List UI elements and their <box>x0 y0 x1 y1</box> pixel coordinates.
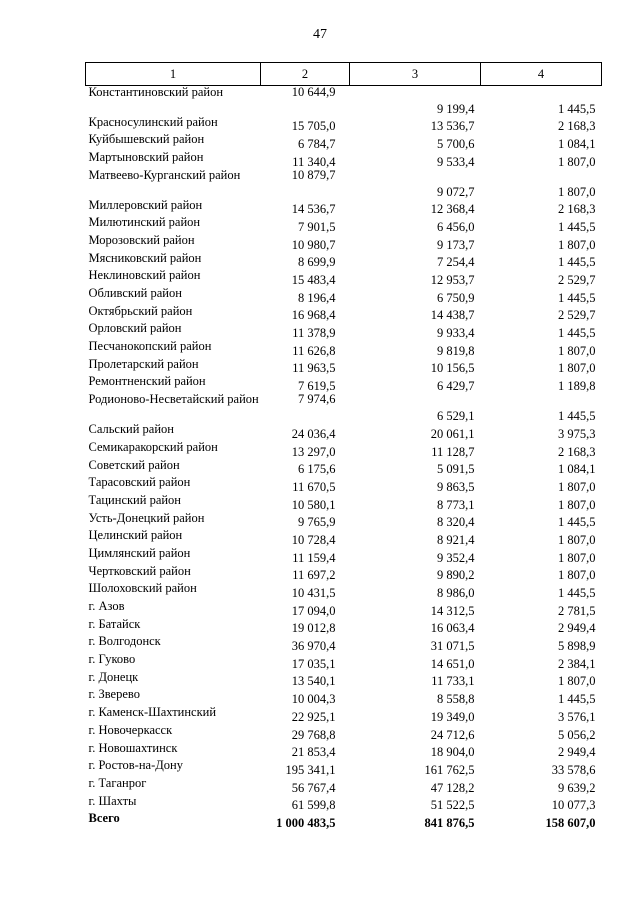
row-name: Неклиновский район <box>88 268 201 283</box>
row-name: Родионово-Несветайский район <box>88 392 259 407</box>
col2-value: 22 925,1 <box>291 709 336 724</box>
col3-value: 9 819,8 <box>437 343 475 358</box>
table-row <box>86 269 602 287</box>
table-row <box>86 322 602 340</box>
col3-value: 8 558,8 <box>437 692 475 707</box>
table-row <box>86 423 602 441</box>
table-row <box>86 759 602 777</box>
row-name: Семикаракорский район <box>88 439 218 454</box>
header-col-4: 4 <box>481 63 602 86</box>
col4-value: 1 807,0 <box>558 479 596 494</box>
row-name: Шолоховский район <box>88 581 197 596</box>
col4-value: 9 639,2 <box>558 780 596 795</box>
row-name: Чертковский район <box>88 563 191 578</box>
col3-value: 8 773,1 <box>437 497 475 512</box>
col2-value: 16 968,4 <box>291 308 336 323</box>
row-name: Октябрьский район <box>88 303 193 318</box>
col2-value: 11 340,4 <box>292 154 336 169</box>
col2-value: 11 697,2 <box>292 568 336 583</box>
row-name: Пролетарский район <box>88 356 199 371</box>
col3-value: 841 876,5 <box>424 815 475 830</box>
col4-value: 1 807,0 <box>558 497 596 512</box>
col2-value: 11 963,5 <box>292 361 336 376</box>
col2-value: 61 599,8 <box>291 798 336 813</box>
table-row <box>86 116 602 134</box>
col3-value: 14 438,7 <box>430 308 475 323</box>
col4-value: 2 529,7 <box>558 273 596 287</box>
table-row <box>86 494 602 512</box>
table-row <box>86 441 602 459</box>
col2-value: 29 768,8 <box>291 727 336 742</box>
col4-value: 1 445,5 <box>558 290 596 305</box>
header-col-1: 1 <box>86 63 261 86</box>
col3-value: 12 953,7 <box>430 273 475 287</box>
col2-value: 11 378,9 <box>292 326 336 341</box>
col3-value: 8 320,4 <box>437 515 475 530</box>
table-row <box>86 252 602 270</box>
col4-value: 1 807,0 <box>558 237 596 252</box>
table-row <box>86 358 602 376</box>
table-row <box>86 199 602 217</box>
col3-value: 8 921,4 <box>437 532 475 547</box>
col2-value: 11 626,8 <box>292 343 336 358</box>
table-row <box>86 795 602 813</box>
col2-value: 24 036,4 <box>291 426 336 441</box>
header-col-2: 2 <box>261 63 350 86</box>
row-name: г. Каменск-Шахтинский <box>88 705 217 720</box>
col4-value: 1 445,5 <box>558 326 596 341</box>
col3-value: 7 254,4 <box>437 255 475 270</box>
row-name: Ремонтненский район <box>88 374 206 389</box>
row-name: Красносулинский район <box>88 114 218 129</box>
budget-table <box>85 62 602 830</box>
col4-value: 1 807,0 <box>558 154 596 169</box>
row-name: Морозовский район <box>88 232 195 247</box>
col4-value: 1 445,5 <box>558 101 596 116</box>
col2-value: 21 853,4 <box>291 745 336 760</box>
col2-value: 56 767,4 <box>291 780 336 795</box>
col3-value: 47 128,2 <box>430 780 475 795</box>
col2-value: 8 196,4 <box>298 290 336 305</box>
row-name: Всего <box>88 811 120 826</box>
row-name: г. Волгодонск <box>88 634 161 649</box>
table-row <box>86 512 602 530</box>
col4-value: 2 949,4 <box>558 621 596 636</box>
table-row <box>86 287 602 305</box>
row-name: Тарасовский район <box>88 475 191 490</box>
col3-value: 13 536,7 <box>430 119 475 134</box>
table-row <box>86 216 602 234</box>
col2-value: 10 728,4 <box>291 532 336 547</box>
col4-value: 2 949,4 <box>558 745 596 760</box>
col2-value: 10 980,7 <box>291 237 336 252</box>
col3-value: 19 349,0 <box>430 709 475 724</box>
table-row <box>86 234 602 252</box>
table-row <box>86 459 602 477</box>
col3-value: 24 712,6 <box>430 727 475 742</box>
row-name: Советский район <box>88 457 180 472</box>
row-name: Мясниковский район <box>88 250 202 265</box>
table-row <box>86 671 602 689</box>
row-name: г. Новошахтинск <box>88 740 178 755</box>
col4-value: 5 056,2 <box>558 727 596 742</box>
col3-value: 9 173,7 <box>437 237 475 252</box>
table-row <box>86 582 602 600</box>
col2-value: 6 175,6 <box>298 462 336 477</box>
col4-value: 1 807,0 <box>558 568 596 583</box>
col3-value: 9 072,7 <box>437 184 475 199</box>
col4-value: 158 607,0 <box>545 815 596 830</box>
row-name: Тацинский район <box>88 492 181 507</box>
row-name: Мартыновский район <box>88 149 204 164</box>
col4-value: 1 445,5 <box>558 515 596 530</box>
col4-value: 1 445,5 <box>558 219 596 234</box>
col3-value: 20 061,1 <box>430 426 475 441</box>
row-name: Сальский район <box>88 422 174 437</box>
col4-value: 10 077,3 <box>551 798 596 813</box>
col3-value: 10 156,5 <box>430 361 475 376</box>
col4-value: 2 781,5 <box>558 603 596 618</box>
col4-value: 2 529,7 <box>558 308 596 323</box>
col4-value: 1 807,0 <box>558 532 596 547</box>
col4-value: 1 189,8 <box>558 379 596 394</box>
col3-value: 9 533,4 <box>437 154 475 169</box>
col4-value: 3 576,1 <box>558 709 596 724</box>
col4-value: 33 578,6 <box>551 762 596 777</box>
col3-value: 12 368,4 <box>430 202 475 217</box>
row-name: Орловский район <box>88 321 182 336</box>
col2-value: 15 483,4 <box>291 273 336 287</box>
header-col-3: 3 <box>350 63 481 86</box>
col4-value: 1 445,5 <box>558 692 596 707</box>
col2-value: 10 431,5 <box>291 586 336 600</box>
col2-value: 1 000 483,5 <box>276 815 336 830</box>
col3-value: 11 128,7 <box>431 444 475 459</box>
col3-value: 8 986,0 <box>437 586 475 600</box>
table-row <box>86 688 602 706</box>
col3-value: 18 904,0 <box>430 745 475 760</box>
col3-value: 16 063,4 <box>430 621 475 636</box>
row-name: Обливский район <box>88 286 182 300</box>
col4-value: 1 807,0 <box>558 184 596 199</box>
col2-value: 14 536,7 <box>291 202 336 217</box>
col3-value: 9 199,4 <box>437 101 475 116</box>
page-number: 47 <box>313 27 327 42</box>
col2-value: 7 901,5 <box>298 219 336 234</box>
col4-value: 1 084,1 <box>558 462 596 477</box>
col2-value: 19 012,8 <box>291 621 336 636</box>
col3-value: 6 456,0 <box>437 219 475 234</box>
table-row <box>86 653 602 671</box>
col2-value: 7 619,5 <box>298 379 336 394</box>
table-row <box>86 340 602 358</box>
col2-value: 17 035,1 <box>291 656 336 671</box>
col4-value: 2 384,1 <box>558 656 596 671</box>
table-row <box>86 151 602 169</box>
table-row <box>86 600 602 618</box>
col4-value: 1 445,5 <box>558 255 596 270</box>
col3-value: 31 071,5 <box>430 639 475 654</box>
col3-value: 5 091,5 <box>437 462 475 477</box>
table-row <box>86 133 602 151</box>
col4-value: 1 807,0 <box>558 343 596 358</box>
col3-value: 6 750,9 <box>437 290 475 305</box>
row-name: г. Шахты <box>88 793 137 808</box>
table-row <box>86 393 602 423</box>
row-name: Матвеево-Курганский район <box>88 167 241 182</box>
col3-value: 161 762,5 <box>424 762 475 777</box>
col2-value: 36 970,4 <box>291 639 336 654</box>
row-name: Куйбышевский район <box>88 132 205 147</box>
col3-value: 9 890,2 <box>437 568 475 583</box>
col3-value: 6 429,7 <box>437 379 475 394</box>
col4-value: 2 168,3 <box>558 119 596 134</box>
table-row <box>86 635 602 653</box>
col3-value: 5 700,6 <box>437 136 475 151</box>
col2-value: 17 094,0 <box>291 603 336 618</box>
table-row <box>86 777 602 795</box>
col2-value: 6 784,7 <box>298 136 336 151</box>
col3-value: 9 933,4 <box>437 326 475 341</box>
col2-value: 13 540,1 <box>291 674 336 689</box>
col4-value: 1 807,0 <box>558 550 596 565</box>
row-name: Песчанокопский район <box>88 339 212 354</box>
row-name: г. Новочеркасск <box>88 722 173 737</box>
table-row <box>86 565 602 583</box>
col2-value: 195 341,1 <box>285 762 336 777</box>
col3-value: 14 651,0 <box>430 656 475 671</box>
col2-value: 13 297,0 <box>291 444 336 459</box>
table-row <box>86 305 602 323</box>
row-name: г. Батайск <box>88 616 141 631</box>
col4-value: 1 807,0 <box>558 361 596 376</box>
table-row <box>86 375 602 393</box>
table-row <box>86 547 602 565</box>
total-row <box>86 812 602 830</box>
col2-value: 10 644,9 <box>291 85 336 99</box>
row-name: г. Азов <box>88 599 125 613</box>
col2-value: 11 670,5 <box>292 479 336 494</box>
row-name: г. Таганрог <box>88 775 147 790</box>
col3-value: 14 312,5 <box>430 603 475 618</box>
table-row <box>86 529 602 547</box>
col4-value: 1 445,5 <box>558 409 596 424</box>
col2-value: 10 580,1 <box>291 497 336 512</box>
col3-value: 9 863,5 <box>437 479 475 494</box>
col4-value: 2 168,3 <box>558 444 596 459</box>
row-name: Миллеровский район <box>88 197 203 212</box>
col2-value: 7 974,6 <box>298 392 336 407</box>
col2-value: 9 765,9 <box>298 515 336 530</box>
col4-value: 3 975,3 <box>558 426 596 441</box>
col3-value: 11 733,1 <box>431 674 475 689</box>
col2-value: 10 879,7 <box>291 167 336 182</box>
col3-value: 9 352,4 <box>437 550 475 565</box>
table-row <box>86 724 602 742</box>
row-name: Целинский район <box>88 528 183 543</box>
row-name: г. Ростов-на-Дону <box>88 758 183 773</box>
col2-value: 15 705,0 <box>291 119 336 134</box>
table-row <box>86 618 602 636</box>
table-row <box>86 86 602 116</box>
col2-value: 11 159,4 <box>292 550 336 565</box>
table-row <box>86 476 602 494</box>
table-row <box>86 742 602 760</box>
row-name: г. Донецк <box>88 669 139 684</box>
row-name: Константиновский район <box>88 85 224 99</box>
col3-value: 51 522,5 <box>430 798 475 813</box>
col4-value: 5 898,9 <box>558 639 596 654</box>
col3-value: 6 529,1 <box>437 409 475 424</box>
col4-value: 1 084,1 <box>558 136 596 151</box>
col4-value: 1 445,5 <box>558 586 596 600</box>
row-name: Милютинский район <box>88 215 201 230</box>
row-name: Цимлянский район <box>88 545 191 560</box>
row-name: г. Зверево <box>88 687 140 702</box>
table-row <box>86 169 602 199</box>
row-name: г. Гуково <box>88 652 136 667</box>
col2-value: 8 699,9 <box>298 255 336 270</box>
col2-value: 10 004,3 <box>291 692 336 707</box>
table-header-row <box>86 63 602 86</box>
table-row <box>86 706 602 724</box>
col4-value: 2 168,3 <box>558 202 596 217</box>
row-name: Усть-Донецкий район <box>88 510 205 525</box>
col4-value: 1 807,0 <box>558 674 596 689</box>
